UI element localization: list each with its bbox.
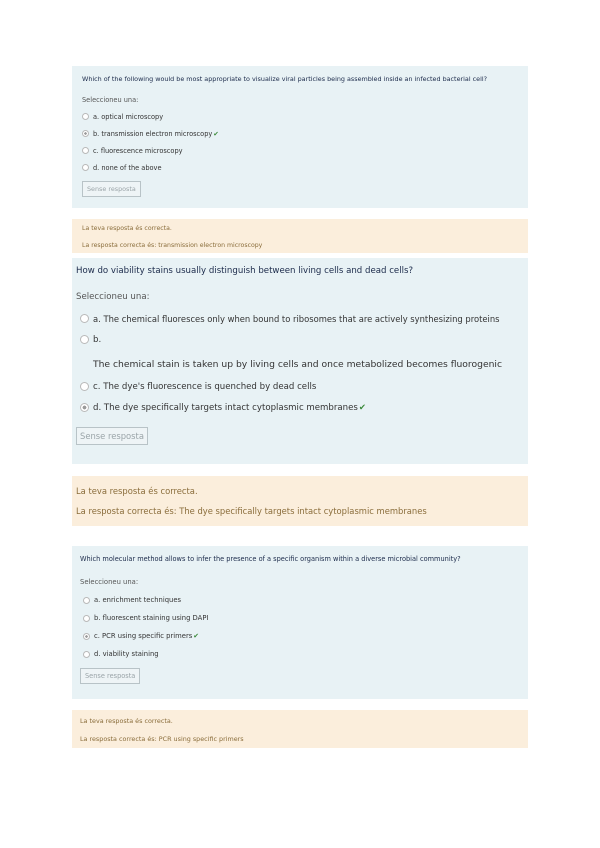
feedback-correct-answer: La resposta correcta és: PCR using specific primers <box>80 735 244 743</box>
feedback-3 <box>72 710 528 748</box>
option-b[interactable] <box>80 609 520 627</box>
feedback-2 <box>72 476 528 526</box>
answer-options <box>76 308 524 418</box>
option-d[interactable] <box>76 397 524 418</box>
option-d[interactable] <box>80 645 520 663</box>
clear-answer-button[interactable]: Sense resposta <box>76 427 148 445</box>
option-label: a. enrichment techniques <box>94 596 182 604</box>
radio-button[interactable] <box>83 651 90 658</box>
option-a[interactable] <box>80 591 520 609</box>
option-label: c. The dye's fluorescence is quenched by dead cells <box>93 381 317 392</box>
radio-button[interactable] <box>82 164 89 171</box>
option-label: b. <box>93 334 102 345</box>
option-label: d. viability staining <box>94 650 159 658</box>
select-prompt: Seleccioneu una: <box>80 578 139 586</box>
clear-answer-button[interactable]: Sense resposta <box>80 668 140 684</box>
feedback-correct-answer: La resposta correcta és: The dye specifically targets intact cytoplasmic membranes <box>76 506 427 516</box>
feedback-1 <box>72 219 528 253</box>
option-label: b. fluorescent staining using DAPI <box>94 614 209 622</box>
option-c[interactable] <box>80 627 520 645</box>
option-a[interactable] <box>82 108 518 125</box>
option-d[interactable] <box>82 159 518 176</box>
feedback-status: La teva resposta és correcta. <box>76 486 198 496</box>
select-prompt: Seleccioneu una: <box>82 96 139 104</box>
feedback-status: La teva resposta és correcta. <box>82 225 172 232</box>
check-icon: ✔ <box>358 402 367 413</box>
question-text: How do viability stains usually distinguish between living cells and dead cells? <box>76 266 414 276</box>
option-label: d. The dye specifically targets intact cytoplasmic membranes <box>93 402 358 413</box>
option-b-detail: The chemical stain is taken up by living cells and once metabolized becomes fluorogenic <box>93 359 503 370</box>
option-label: c. fluorescence microscopy <box>93 146 183 155</box>
option-label: c. PCR using specific primers <box>94 632 193 640</box>
radio-button[interactable] <box>83 597 90 604</box>
answer-options <box>80 591 520 663</box>
radio-button-selected[interactable] <box>82 130 89 137</box>
select-prompt: Seleccioneu una: <box>76 292 150 302</box>
option-c[interactable] <box>82 142 518 159</box>
option-label: a. The chemical fluoresces only when bound to ribosomes that are actively synthesizing proteins <box>93 313 500 324</box>
question-3 <box>72 546 528 699</box>
option-label: a. optical microscopy <box>93 112 164 121</box>
question-text: Which of the following would be most appropriate to visualize viral particles being assembled inside an infected bacterial cell? <box>82 75 488 83</box>
radio-button[interactable] <box>82 147 89 154</box>
option-b[interactable] <box>76 329 524 350</box>
radio-button[interactable] <box>80 335 89 344</box>
feedback-correct-answer: La resposta correcta és: transmission electron microscopy <box>82 242 263 249</box>
option-b[interactable] <box>82 125 518 142</box>
option-c[interactable] <box>76 376 524 397</box>
feedback-status: La teva resposta és correcta. <box>80 717 173 725</box>
radio-button-selected[interactable] <box>83 633 90 640</box>
check-icon: ✔ <box>193 632 199 640</box>
question-2 <box>72 258 528 464</box>
radio-button-selected[interactable] <box>80 403 89 412</box>
question-text: Which molecular method allows to infer the presence of a specific organism within a diverse microbial community? <box>80 555 461 563</box>
question-1 <box>72 66 528 208</box>
clear-answer-button[interactable]: Sense resposta <box>82 181 141 197</box>
radio-button[interactable] <box>82 113 89 120</box>
option-a[interactable] <box>76 308 524 329</box>
answer-options <box>82 108 518 176</box>
radio-button[interactable] <box>80 382 89 391</box>
radio-button[interactable] <box>80 314 89 323</box>
option-label: b. transmission electron microscopy <box>93 129 213 138</box>
option-label: d. none of the above <box>93 163 162 172</box>
radio-button[interactable] <box>83 615 90 622</box>
check-icon: ✔ <box>213 129 219 138</box>
